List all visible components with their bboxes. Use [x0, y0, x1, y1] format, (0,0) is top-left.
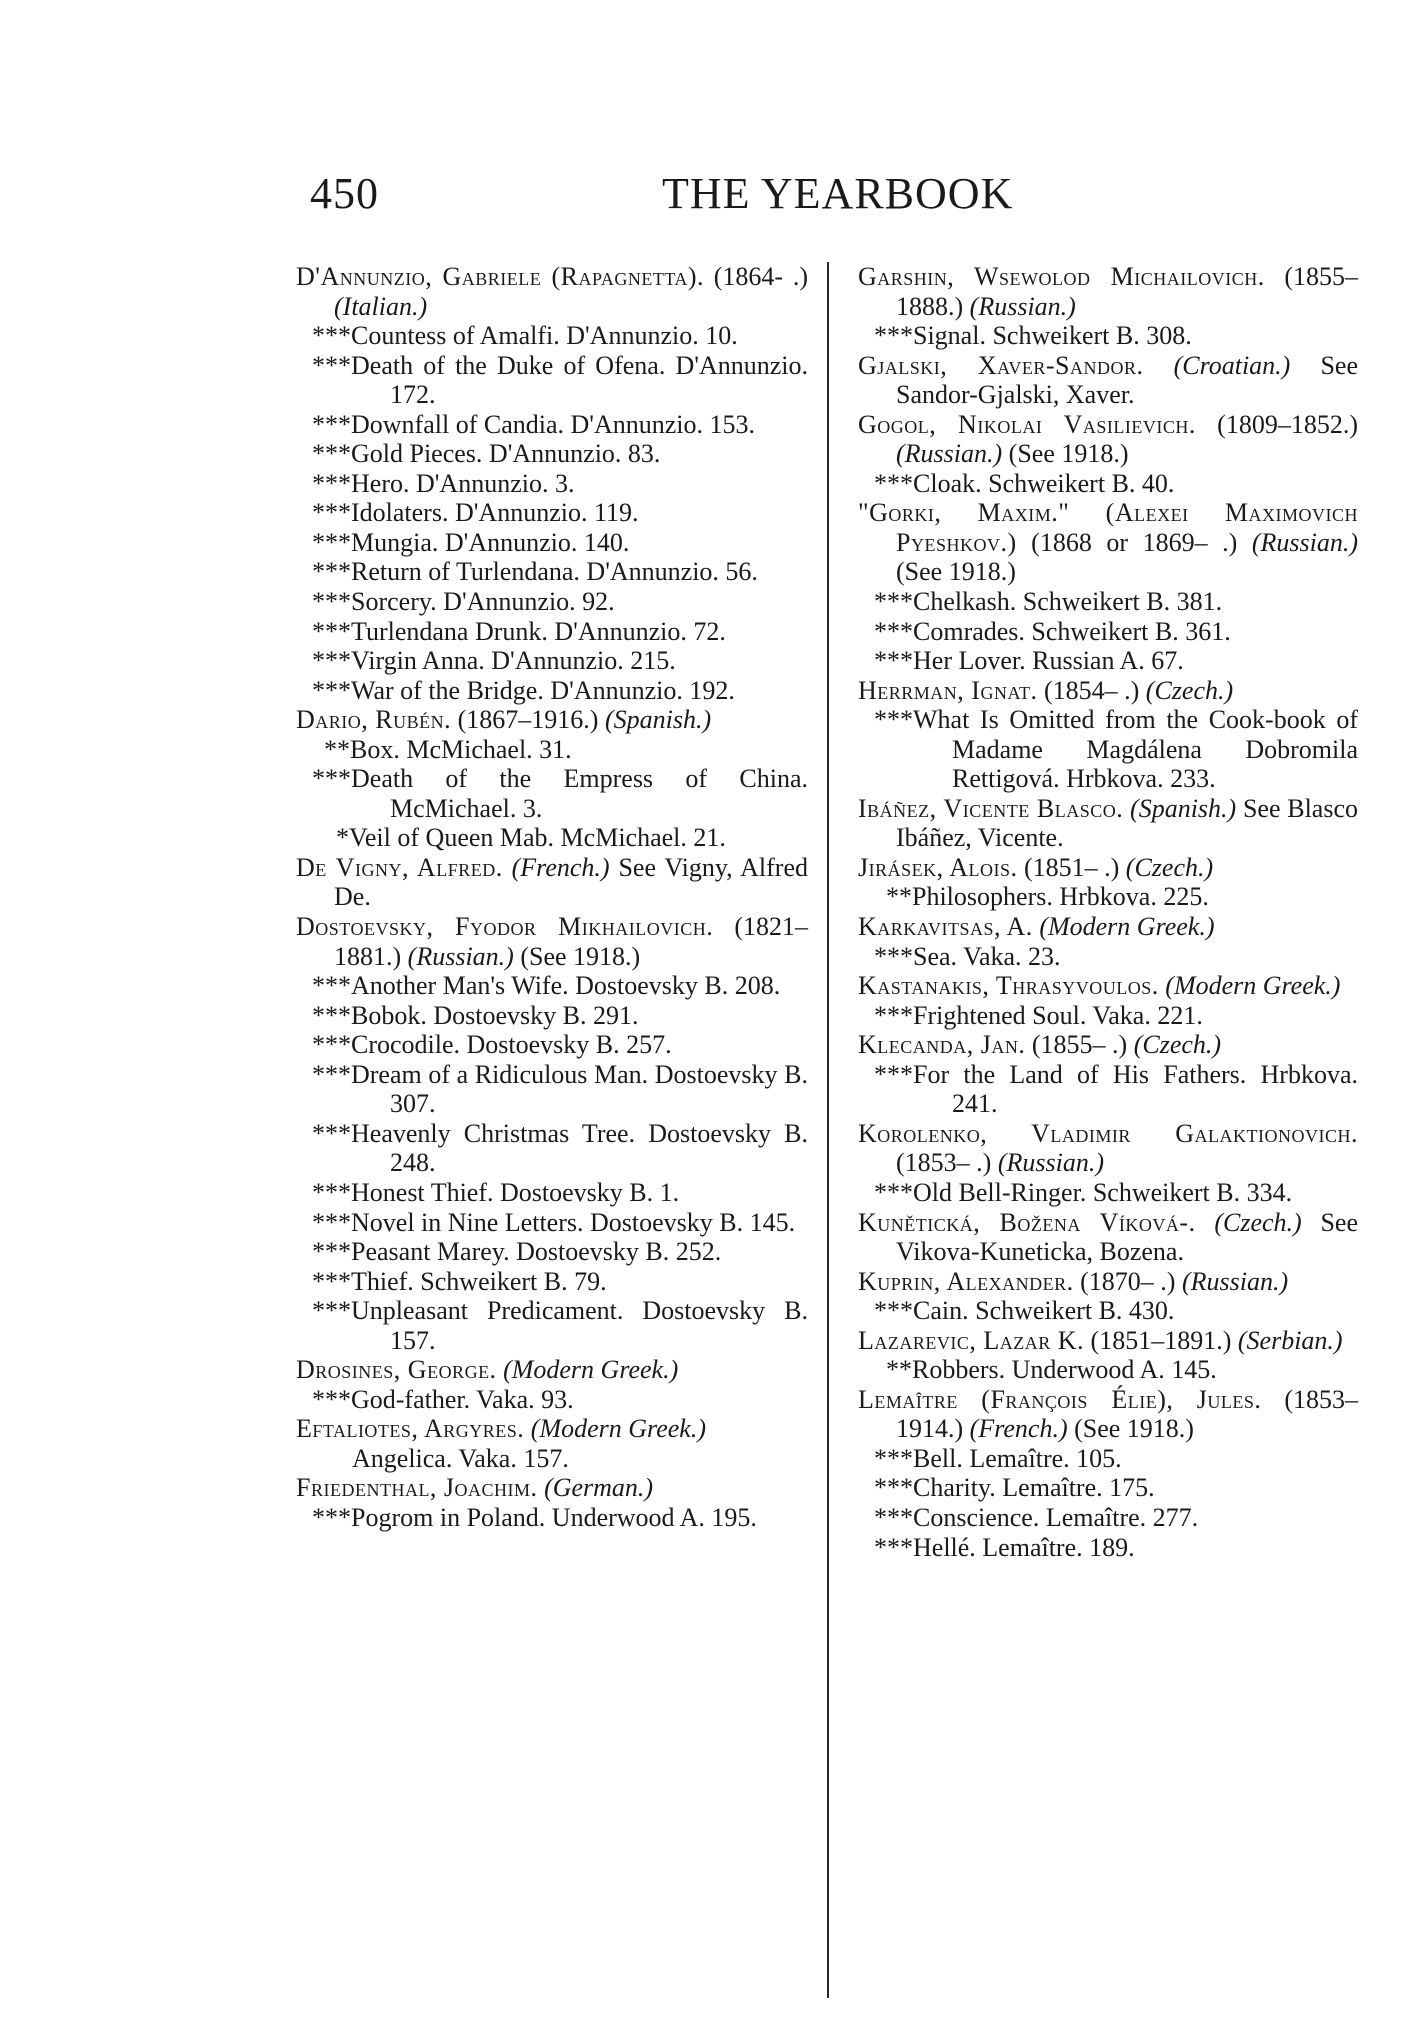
author-dates: (1821–1881.)	[334, 912, 808, 971]
column-divider	[827, 262, 829, 1998]
author-dates: (1809–1852.)	[1195, 409, 1358, 439]
author-language: (Modern Greek.)	[503, 1355, 679, 1385]
author-entry	[858, 262, 1358, 321]
work-entry: ***Honest Thief. Dostoevsky B. 1.	[312, 1177, 680, 1207]
work-entry: *Veil of Queen Mab. McMichael. 21.	[336, 823, 726, 853]
author-name: "Gorki, Maxim." (Alexei Maximovich Pyeshkov.)	[858, 498, 1358, 557]
author-entry	[858, 853, 1358, 883]
work-entry: ***Hero. D'Annunzio. 3.	[312, 468, 575, 498]
running-head-title: THE YEARBOOK	[662, 169, 1014, 218]
author-dates: (1867–1916.)	[451, 705, 605, 735]
author-entry	[296, 1414, 808, 1444]
author-entry	[296, 1473, 808, 1503]
author-name: Jirásek, Alois.	[858, 852, 1018, 882]
cross-reference: See Sandor-Gjalski, Xaver.	[896, 350, 1358, 410]
author-name: Drosines, George.	[296, 1355, 497, 1385]
page-number: 450	[310, 169, 379, 218]
page-header	[310, 168, 1030, 228]
cross-reference: (See 1918.)	[1002, 439, 1129, 469]
work-entry: ***Charity. Lemaître. 175.	[874, 1473, 1155, 1503]
author-language: (Russian.)	[1251, 527, 1358, 557]
work-entry: ***Pogrom in Poland. Underwood A. 195.	[312, 1502, 757, 1532]
author-language: (Croatian.)	[1173, 350, 1291, 380]
author-name: Ibáñez, Vicente Blasco.	[858, 793, 1124, 823]
author-dates: (1855– .)	[1025, 1030, 1134, 1060]
author-language: (Italian.)	[334, 291, 428, 321]
author-dates	[1143, 351, 1173, 380]
work-entry: ***Bell. Lemaître. 105.	[874, 1443, 1122, 1473]
author-entry	[296, 262, 808, 321]
author-entry	[858, 1119, 1358, 1178]
work-entry: ***What Is Omitted from the Cook-book of Madame Magdálena Dobromila Rettigová. Hrbkova. 233.	[874, 705, 1358, 794]
author-name: Karkavitsas, A.	[858, 912, 1033, 942]
work-entry: ***Sea. Vaka. 23.	[874, 941, 1061, 971]
author-name: Lemaître (François Élie), Jules.	[858, 1384, 1262, 1414]
author-entry	[858, 912, 1358, 942]
author-language: (Russian.)	[407, 941, 514, 971]
author-entry	[858, 1030, 1358, 1060]
work-entry: ***Gold Pieces. D'Annunzio. 83.	[312, 439, 661, 469]
author-name: Eftaliotes, Argyres.	[296, 1414, 525, 1444]
author-entry	[858, 410, 1358, 469]
author-language: (Czech.)	[1125, 852, 1214, 882]
author-dates: (1864- .)	[704, 262, 808, 291]
work-entry: ***Old Bell-Ringer. Schweikert B. 334.	[874, 1177, 1293, 1207]
author-name: Dostoevsky, Fyodor Mikhailovich.	[296, 912, 714, 942]
author-dates: (1853– .)	[896, 1148, 998, 1178]
author-entry	[858, 676, 1358, 706]
author-language: (Czech.)	[1133, 1030, 1222, 1060]
author-name: Kuprin, Alexander.	[858, 1266, 1074, 1296]
author-name: Gogol, Nikolai Vasilievich.	[858, 409, 1196, 439]
author-language: (French.)	[511, 852, 610, 882]
work-entry: ***Chelkash. Schweikert B. 381.	[874, 587, 1223, 617]
work-entry: ***Cain. Schweikert B. 430.	[874, 1296, 1175, 1326]
work-entry: ***War of the Bridge. D'Annunzio. 192.	[312, 675, 735, 705]
author-dates: (1855–1888.)	[896, 262, 1358, 321]
author-entry	[858, 1326, 1358, 1356]
work-entry: ***Death of the Empress of China. McMichael. 3.	[312, 764, 808, 823]
work-entry: ***Dream of a Ridiculous Man. Dostoevsky B. 307.	[312, 1059, 808, 1119]
work-entry: ***Sorcery. D'Annunzio. 92.	[312, 587, 615, 617]
work-entry: Angelica. Vaka. 157.	[352, 1443, 569, 1473]
work-entry: ***God-father. Vaka. 93.	[312, 1384, 574, 1414]
author-dates: (1870– .)	[1073, 1266, 1182, 1296]
author-entry	[858, 794, 1358, 853]
work-entry: **Robbers. Underwood A. 145.	[886, 1355, 1217, 1385]
author-dates: (1854– .)	[1037, 675, 1146, 705]
author-language: (Modern Greek.)	[1039, 912, 1215, 942]
work-entry: ***Cloak. Schweikert B. 40.	[874, 468, 1175, 498]
author-dates	[1196, 1208, 1215, 1237]
author-name: Garshin, Wsewolod Michailovich.	[858, 262, 1265, 291]
author-name: Gjalski, Xaver-Sandor.	[858, 350, 1144, 380]
work-entry: ***Conscience. Lemaître. 277.	[874, 1502, 1199, 1532]
author-entry	[858, 351, 1358, 410]
work-entry: ***Hellé. Lemaître. 189.	[874, 1532, 1135, 1562]
author-dates: (1853–1914.)	[896, 1384, 1358, 1444]
author-entry	[858, 1208, 1358, 1267]
work-entry: ***Her Lover. Russian A. 67.	[874, 646, 1184, 676]
cross-reference: (See 1918.)	[896, 557, 1016, 587]
author-name: Korolenko, Vladimir Galaktionovich.	[858, 1118, 1358, 1148]
work-entry: ***Countess of Amalfi. D'Annunzio. 10.	[312, 321, 738, 351]
author-name: Friedenthal, Joachim.	[296, 1473, 538, 1503]
author-entry	[858, 498, 1358, 587]
author-language: (German.)	[544, 1473, 654, 1503]
author-name: Kunětická, Božena Víková-.	[858, 1207, 1196, 1237]
author-name: Dario, Rubén.	[296, 705, 452, 735]
author-entry	[296, 705, 808, 735]
author-entry	[858, 1385, 1358, 1444]
author-entry	[296, 853, 808, 912]
author-entry	[858, 1267, 1358, 1297]
author-language: (Spanish.)	[1130, 793, 1237, 823]
work-entry: ***Downfall of Candia. D'Annunzio. 153.	[312, 409, 756, 439]
author-language: (Modern Greek.)	[530, 1414, 706, 1444]
author-name: Klecanda, Jan.	[858, 1030, 1026, 1060]
work-entry: ***Idolaters. D'Annunzio. 119.	[312, 498, 639, 528]
author-dates	[503, 853, 512, 882]
author-entry	[296, 1355, 808, 1385]
work-entry: ***Thief. Schweikert B. 79.	[312, 1266, 607, 1296]
author-name: Kastanakis, Thrasyvoulos.	[858, 971, 1159, 1001]
cross-reference: (See 1918.)	[513, 941, 641, 971]
author-language: (Spanish.)	[604, 705, 712, 735]
author-language: (Serbian.)	[1237, 1325, 1343, 1355]
work-entry: ***For the Land of His Fathers. Hrbkova. 241.	[874, 1059, 1358, 1119]
author-dates: (1868 or 1869– .)	[1016, 527, 1252, 557]
author-name: Lazarevic, Lazar K.	[858, 1325, 1085, 1355]
work-entry: ***Death of the Duke of Ofena. D'Annunzio. 172.	[312, 350, 808, 410]
author-language: (French.)	[969, 1414, 1068, 1444]
work-entry: ***Unpleasant Predicament. Dostoevsky B. 157.	[312, 1296, 808, 1355]
author-name: D'Annunzio, Gabriele (Rapagnetta).	[296, 262, 705, 291]
author-language: (Czech.)	[1214, 1207, 1302, 1237]
work-entry: ***Signal. Schweikert B. 308.	[874, 321, 1192, 351]
index-column-right	[858, 262, 1358, 1562]
work-entry: ***Frightened Soul. Vaka. 221.	[874, 1000, 1203, 1030]
cross-reference: See Blasco Ibáñez, Vicente.	[896, 793, 1359, 853]
work-entry: ***Another Man's Wife. Dostoevsky B. 208.	[312, 971, 781, 1001]
author-language: (Russian.)	[969, 291, 1076, 321]
work-entry: **Philosophers. Hrbkova. 225.	[886, 882, 1209, 912]
author-language: (Modern Greek.)	[1165, 971, 1341, 1001]
work-entry: ***Mungia. D'Annunzio. 140.	[312, 527, 630, 557]
work-entry: ***Bobok. Dostoevsky B. 291.	[312, 1000, 639, 1030]
work-entry: ***Peasant Marey. Dostoevsky B. 252.	[312, 1237, 722, 1267]
work-entry: **Box. McMichael. 31.	[324, 734, 572, 764]
author-language: (Russian.)	[997, 1148, 1104, 1178]
author-name: De Vigny, Alfred.	[296, 852, 503, 882]
author-entry	[858, 971, 1358, 1001]
author-dates: (1851– .)	[1017, 852, 1126, 882]
author-language: (Czech.)	[1145, 675, 1234, 705]
author-entry	[296, 912, 808, 971]
author-name: Herrman, Ignat.	[858, 675, 1038, 705]
cross-reference: (See 1918.)	[1067, 1414, 1194, 1444]
author-dates: (1851–1891.)	[1084, 1325, 1238, 1355]
index-column-left	[296, 262, 808, 1533]
cross-reference: See Vikova-Kuneticka, Bozena.	[896, 1207, 1359, 1267]
work-entry: ***Comrades. Schweikert B. 361.	[874, 616, 1231, 646]
work-entry: ***Novel in Nine Letters. Dostoevsky B. 145.	[312, 1207, 796, 1237]
work-entry: ***Heavenly Christmas Tree. Dostoevsky B. 248.	[312, 1118, 808, 1178]
author-language: (Russian.)	[896, 439, 1003, 469]
work-entry: ***Virgin Anna. D'Annunzio. 215.	[312, 646, 676, 676]
cross-reference: See Vigny, Alfred De.	[334, 852, 808, 912]
work-entry: ***Turlendana Drunk. D'Annunzio. 72.	[312, 616, 726, 646]
work-entry: ***Return of Turlendana. D'Annunzio. 56.	[312, 557, 758, 587]
author-language: (Russian.)	[1181, 1266, 1289, 1296]
work-entry: ***Crocodile. Dostoevsky B. 257.	[312, 1030, 672, 1060]
